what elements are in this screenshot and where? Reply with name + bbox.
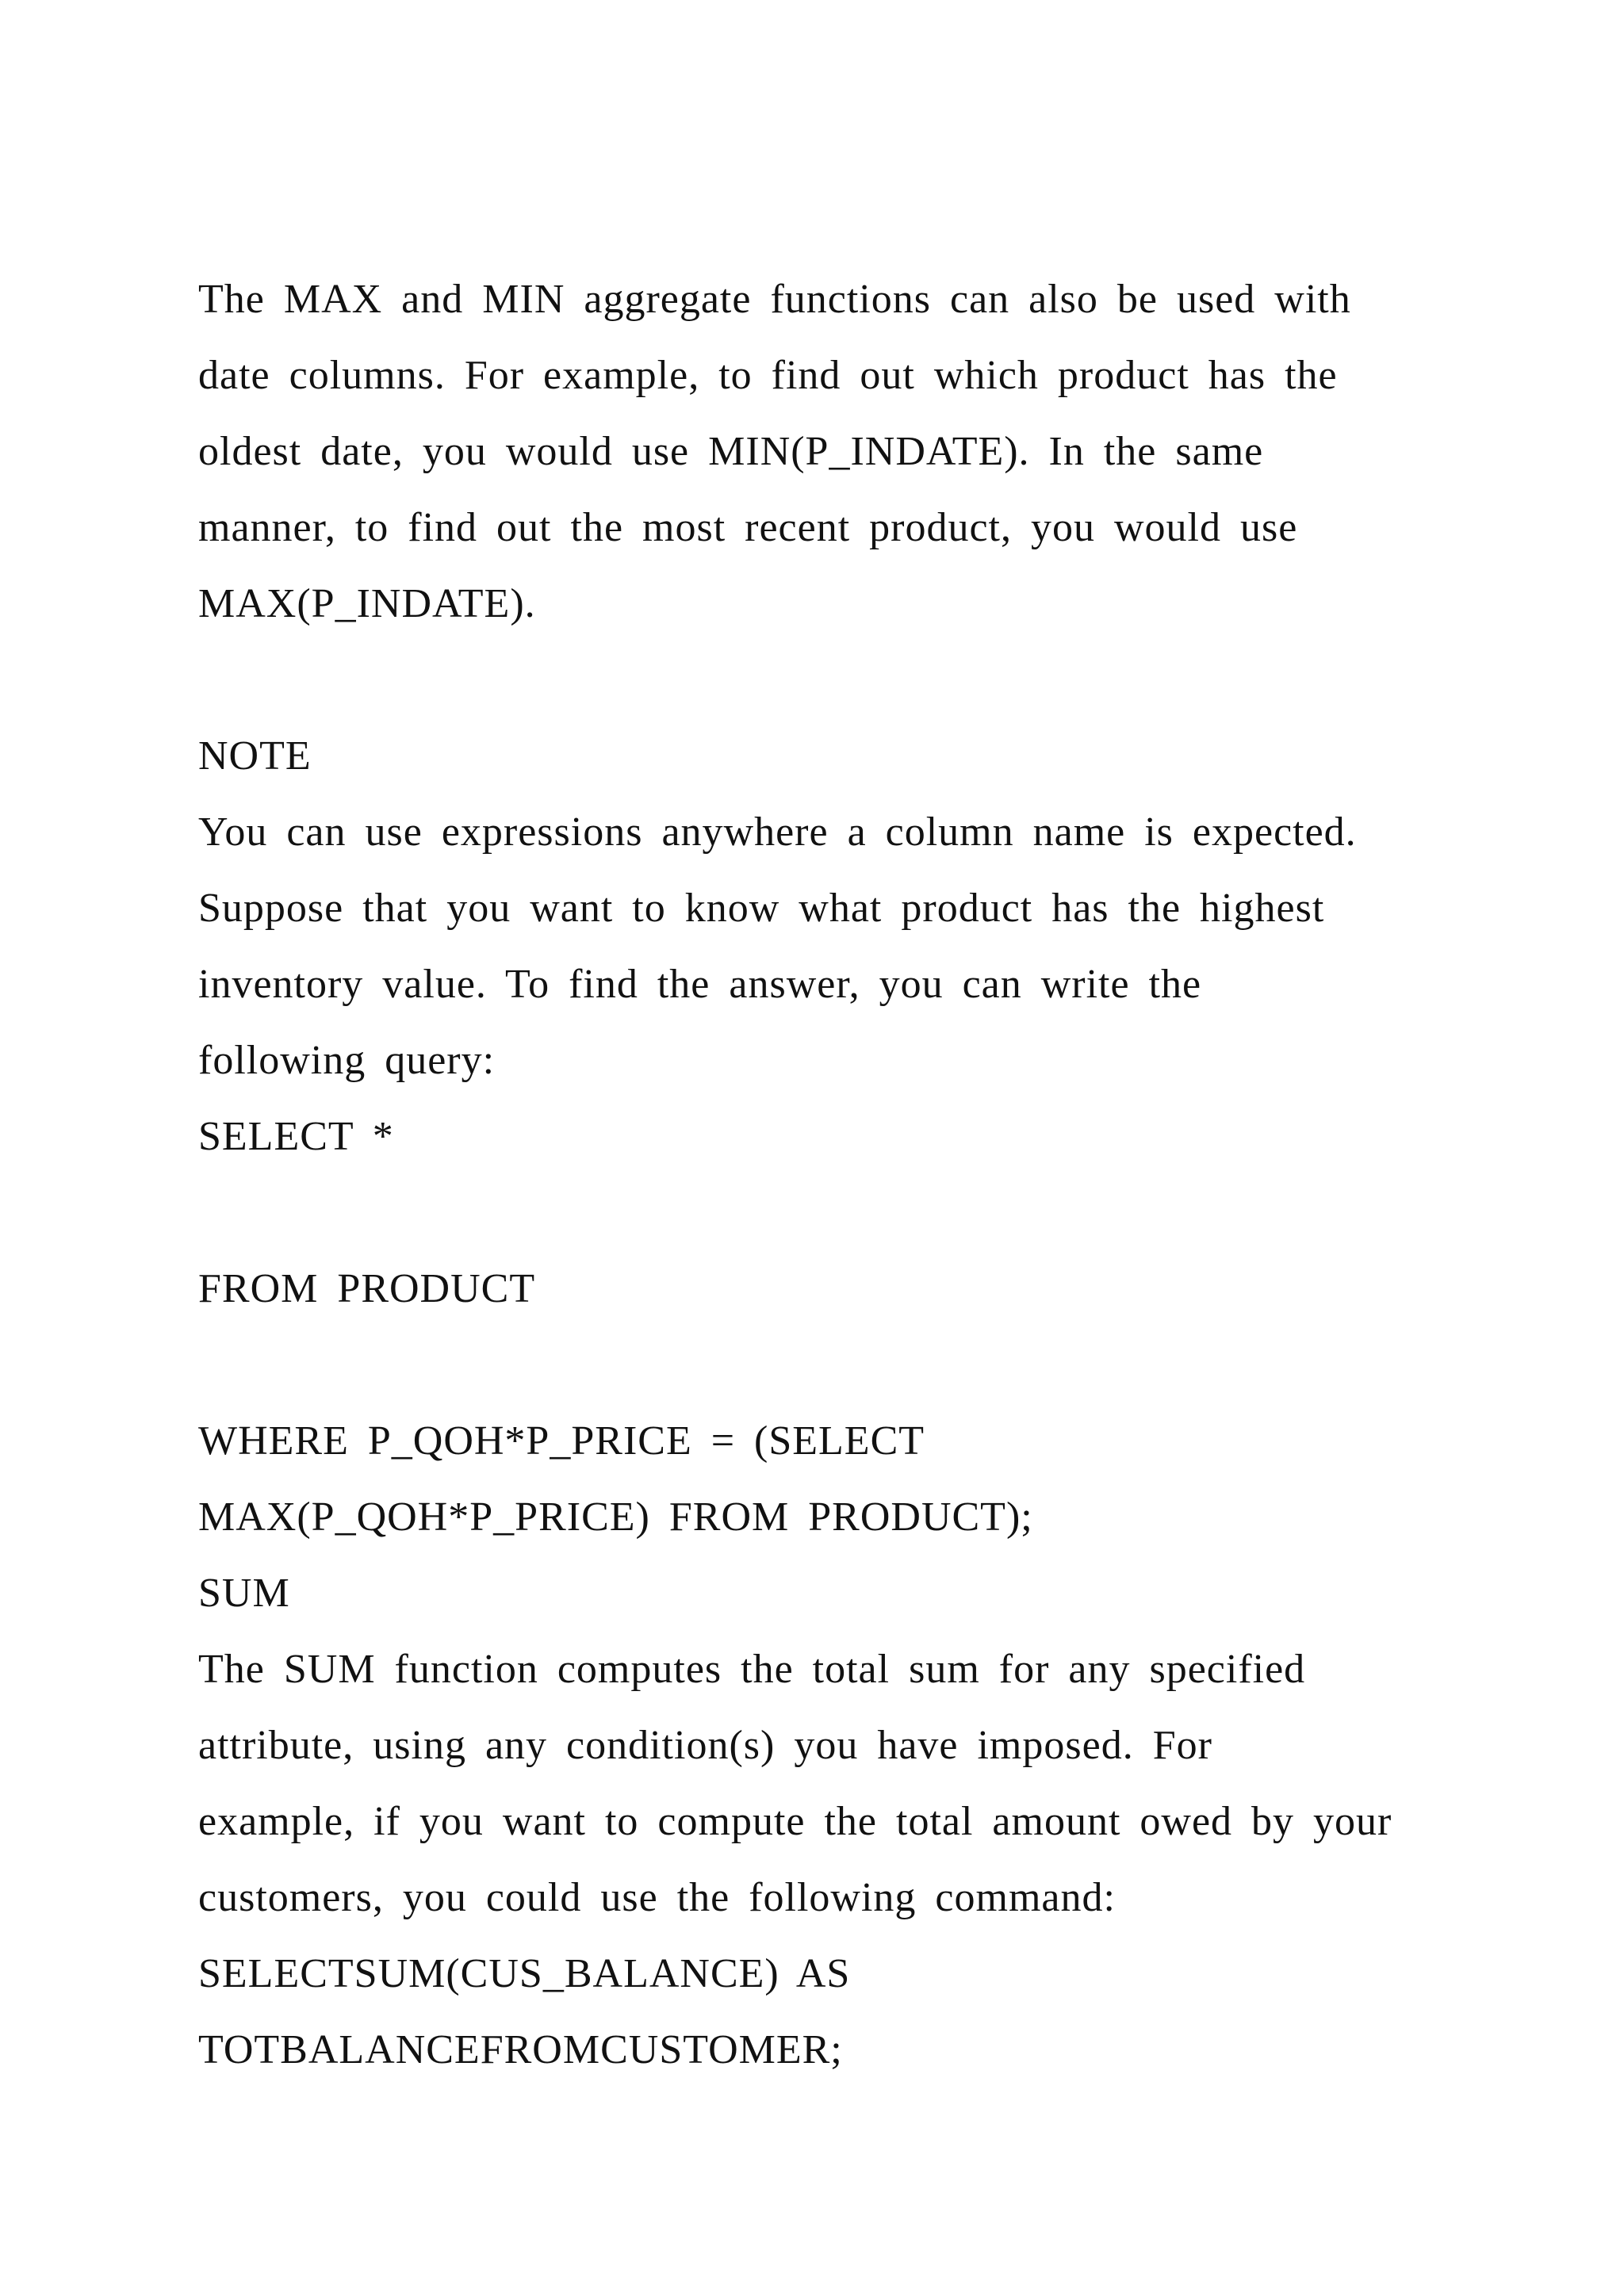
note-line: Suppose that you want to know what product has the highest <box>198 886 1325 931</box>
sum-line: example, if you want to compute the total amount owed by your <box>198 1799 1392 1844</box>
blank-line <box>198 1175 1507 1251</box>
paragraph-line: The MAX and MIN aggregate functions can also be used with <box>198 277 1351 322</box>
blank-line <box>198 1327 1507 1403</box>
query-where-line: WHERE P_QOH*P_PRICE = (SELECT <box>198 1418 925 1464</box>
sum-line: attribute, using any condition(s) you have imposed. For <box>198 1723 1212 1768</box>
document-body <box>198 262 1507 2088</box>
sum-heading: SUM <box>198 1571 290 1616</box>
paragraph-line: oldest date, you would use MIN(P_INDATE). In the same <box>198 429 1264 474</box>
query-select-line: SELECT * <box>198 1114 394 1159</box>
query-where-line: MAX(P_QOH*P_PRICE) FROM PRODUCT); <box>198 1494 1033 1540</box>
query-from-line: FROM PRODUCT <box>198 1266 536 1311</box>
paragraph-line: manner, to find out the most recent product, you would use <box>198 505 1298 550</box>
sum-query-line: SELECTSUM(CUS_BALANCE) AS <box>198 1951 851 1996</box>
sum-query-line: TOTBALANCEFROMCUSTOMER; <box>198 2027 843 2072</box>
note-line: inventory value. To find the answer, you can write the <box>198 962 1202 1007</box>
paragraph-line: MAX(P_INDATE). <box>198 581 536 626</box>
blank-line <box>198 642 1507 718</box>
sum-line: The SUM function computes the total sum for any specified <box>198 1647 1306 1692</box>
note-line: You can use expressions anywhere a column name is expected. <box>198 809 1357 855</box>
paragraph-line: date columns. For example, to find out which product has the <box>198 353 1338 398</box>
note-line: following query: <box>198 1038 496 1083</box>
sum-line: customers, you could use the following command: <box>198 1875 1116 1920</box>
note-heading: NOTE <box>198 733 312 779</box>
